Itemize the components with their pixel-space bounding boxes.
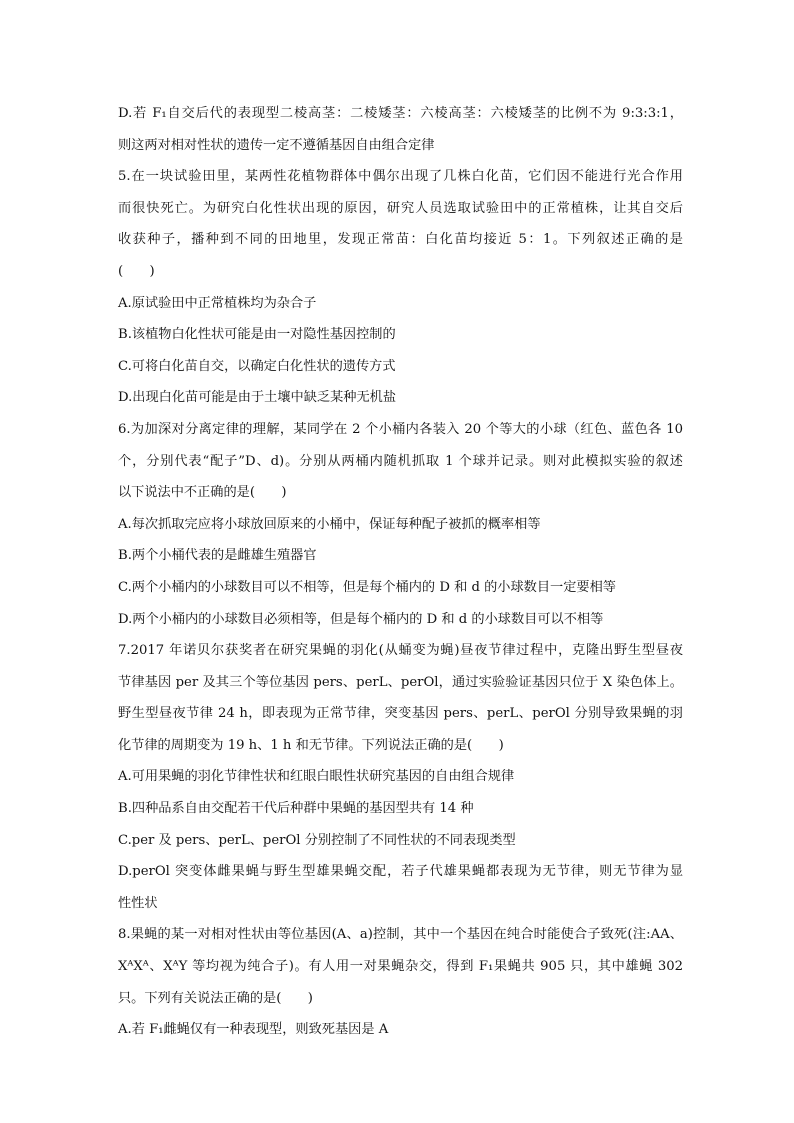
text-line: 只。下列有关说法正确的是( ) [118,990,313,1006]
text-line: A.原试验田中正常植株均为杂合子 [118,295,317,311]
document-page [118,98,683,1046]
text-line: 性性状 [118,895,158,911]
text-line: B.该植物白化性状可能是由一对隐性基因控制的 [118,327,396,343]
text-line: D.perOl 突变体雌果蝇与野生型雄果蝇交配，若子代雄果蝇都表现为无节律，则无节律为显 [118,864,683,880]
text-line: 而很快死亡。为研究白化性状出现的原因，研究人员选取试验田中的正常植株，让其自交后 [118,200,683,216]
text-line: 7.2017 年诺贝尔获奖者在研究果蝇的羽化(从蛹变为蝇)昼夜节律过程中，克隆出野生型昼夜 [118,643,683,659]
text-line: A.可用果蝇的羽化节律性状和红眼白眼性状研究基因的自由组合规律 [118,769,515,785]
text-line: C.可将白化苗自交，以确定白化性状的遗传方式 [118,358,396,374]
text-line: 8.果蝇的某一对相对性状由等位基因(A、a)控制，其中一个基因在纯合时能使合子致死(注:AA、 [118,927,683,943]
text-line: 则这两对相对性状的遗传一定不遵循基因自由组合定律 [118,137,435,153]
text-line: C.两个小桶内的小球数目可以不相等，但是每个桶内的 D 和 d 的小球数目一定要相等 [118,579,616,595]
text-line: D.若 F₁自交后代的表现型二棱高茎：二棱矮茎：六棱高茎：六棱矮茎的比例不为 9:3:3:1， [118,106,683,121]
text-line: 野生型昼夜节律 24 h，即表现为正常节律，突变基因 pers、perL、perOl 分别导致果蝇的羽 [118,706,683,722]
text-line: 收获种子，播种到不同的田地里，发现正常苗：白化苗均接近 5：1。下列叙述正确的是 [118,232,683,248]
text-line: ( ) [118,263,155,279]
text-line: 化节律的周期变为 19 h、1 h 和无节律。下列说法正确的是( ) [118,737,504,753]
text-line: D.出现白化苗可能是由于土壤中缺乏某种无机盐 [118,390,397,406]
text-line: D.两个小桶内的小球数目必须相等，但是每个桶内的 D 和 d 的小球数目可以不相等 [118,611,604,627]
text-line: B.两个小桶代表的是雌雄生殖器官 [118,548,317,564]
text-line: A.若 F₁雌蝇仅有一种表现型，则致死基因是 A [118,1022,389,1038]
text-line: 节律基因 per 及其三个等位基因 pers、perL、perOl，通过实验验证基因只位于 X 染色体上。 [118,674,683,690]
text-line: 以下说法中不正确的是( ) [118,485,287,501]
text-line: 5.在一块试验田里，某两性花植物群体中偶尔出现了几株白化苗，它们因不能进行光合作用 [118,169,683,185]
text-line: 个，分别代表“配子”D、d)。分别从两桶内随机抓取 1 个球并记录。则对此模拟实验的叙述 [118,453,683,469]
text-line: XᴬXᴬ、XᴬY 等均视为纯合子)。有人用一对果蝇杂交，得到 F₁果蝇共 905 只，其中雄蝇 302 [118,959,683,975]
text-line: B.四种品系自由交配若干代后种群中果蝇的基因型共有 14 种 [118,801,474,817]
text-line: C.per 及 pers、perL、perOl 分别控制了不同性状的不同表现类型 [118,832,516,848]
text-line: 6.为加深对分离定律的理解，某同学在 2 个小桶内各装入 20 个等大的小球（红色、蓝色各 10 [118,421,683,437]
text-line: A.每次抓取完应将小球放回原来的小桶中，保证每种配子被抓的概率相等 [118,516,541,532]
